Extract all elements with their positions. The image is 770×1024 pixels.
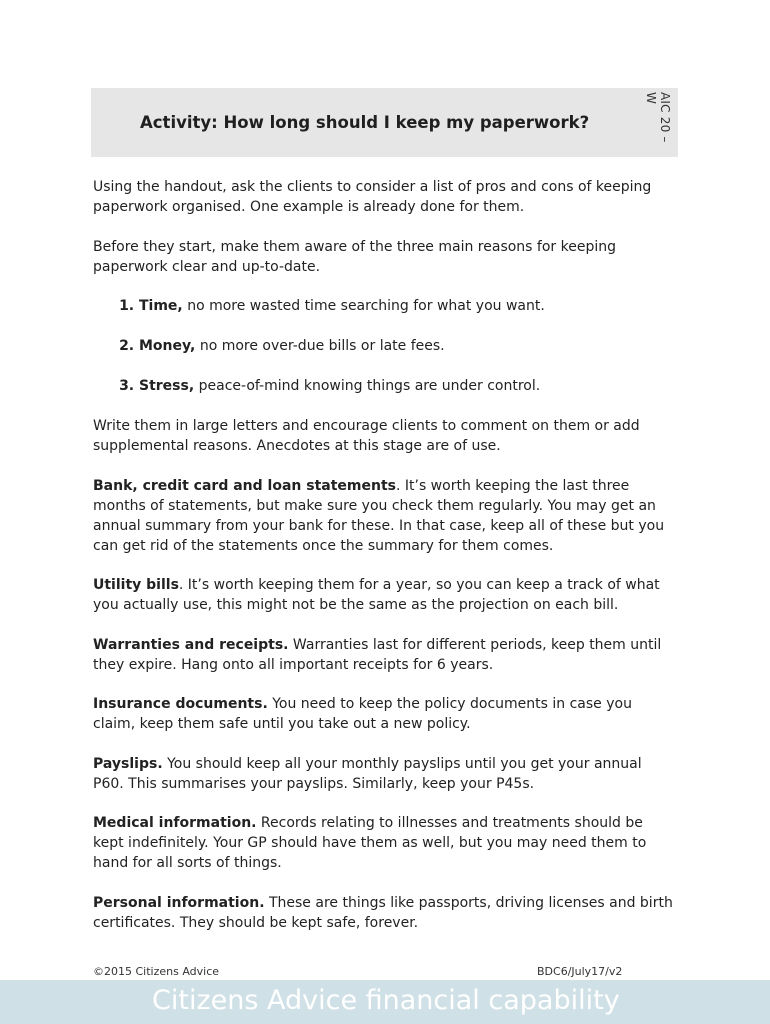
section-text: You should keep all your monthly payslips until you get your annual P60. This summarises your payslips. Similarly, keep your P45s. bbox=[93, 755, 642, 792]
footer-banner bbox=[0, 980, 770, 1024]
list-item bbox=[139, 296, 675, 316]
copyright-text: ©2015 Citizens Advice bbox=[93, 965, 220, 978]
section-text: You need to keep the policy documents in case you claim, keep them safe until you take out a new policy. bbox=[93, 696, 632, 732]
reason-text: no more wasted time searching for what you want. bbox=[182, 298, 545, 314]
after-list-paragraph: Write them in large letters and encourage clients to comment on them or add supplemental reasons. Anecdotes at this stage are of use. bbox=[93, 418, 640, 454]
section-paragraph bbox=[93, 694, 675, 734]
section-paragraph bbox=[93, 635, 675, 675]
document-code: AIC 20 – W bbox=[644, 92, 672, 143]
banner-text: Citizens Advice financial capability bbox=[152, 985, 620, 1016]
reason-term: Stress, bbox=[139, 378, 195, 394]
section-text: . It’s worth keeping them for a year, so you can keep a track of what you actually use, this might not be the same as the projection on each bill. bbox=[93, 577, 660, 613]
reason-term: Money, bbox=[139, 338, 196, 354]
section-term: Personal information. bbox=[93, 894, 265, 911]
reason-text: no more over-due bills or late fees. bbox=[195, 338, 445, 354]
section-paragraph bbox=[93, 754, 675, 794]
reason-text: peace-of-mind knowing things are under control. bbox=[194, 378, 541, 394]
section-text: Warranties last for different periods, keep them until they expire. Hang onto all important receipts for 6 years. bbox=[93, 636, 662, 673]
reason-term: Time, bbox=[139, 298, 183, 314]
title-box bbox=[91, 88, 678, 157]
section-term: Payslips. bbox=[93, 755, 163, 772]
list-item bbox=[139, 376, 675, 396]
document-body bbox=[93, 177, 675, 952]
section-paragraph bbox=[93, 575, 675, 615]
section-text: Records relating to illnesses and treatments should be kept indefinitely. Your GP should have them as well, but you may need them to hand for all sorts of things. bbox=[93, 815, 647, 871]
section-term: Bank, credit card and loan statements bbox=[93, 477, 396, 494]
page-title: Activity: How long should I keep my paperwork? bbox=[140, 113, 590, 132]
section-paragraph bbox=[93, 476, 675, 556]
section-paragraph bbox=[93, 813, 675, 873]
section-paragraph bbox=[93, 893, 675, 933]
section-term: Medical information. bbox=[93, 815, 257, 831]
intro-paragraph: Before they start, make them aware of the three main reasons for keeping paperwork clear and up-to-date. bbox=[93, 238, 616, 275]
section-text: These are things like passports, driving licenses and birth certificates. They should be kept safe, forever. bbox=[93, 894, 673, 931]
section-term: Warranties and receipts. bbox=[93, 636, 289, 653]
reasons-list bbox=[93, 296, 675, 396]
section-term: Insurance documents. bbox=[93, 696, 268, 712]
section-term: Utility bills bbox=[93, 577, 179, 593]
list-item bbox=[139, 336, 675, 356]
document-reference: BDC6/July17/v2 bbox=[537, 965, 623, 978]
intro-paragraph: Using the handout, ask the clients to consider a list of pros and cons of keeping paperwork organised. One example is already done for them. bbox=[93, 179, 652, 215]
section-text: . It’s worth keeping the last three months of statements, but make sure you check them regularly. You may get an annual summary from your bank for these. In that case, keep all of these but you can get rid of the statements once the summary for them comes. bbox=[93, 477, 665, 554]
